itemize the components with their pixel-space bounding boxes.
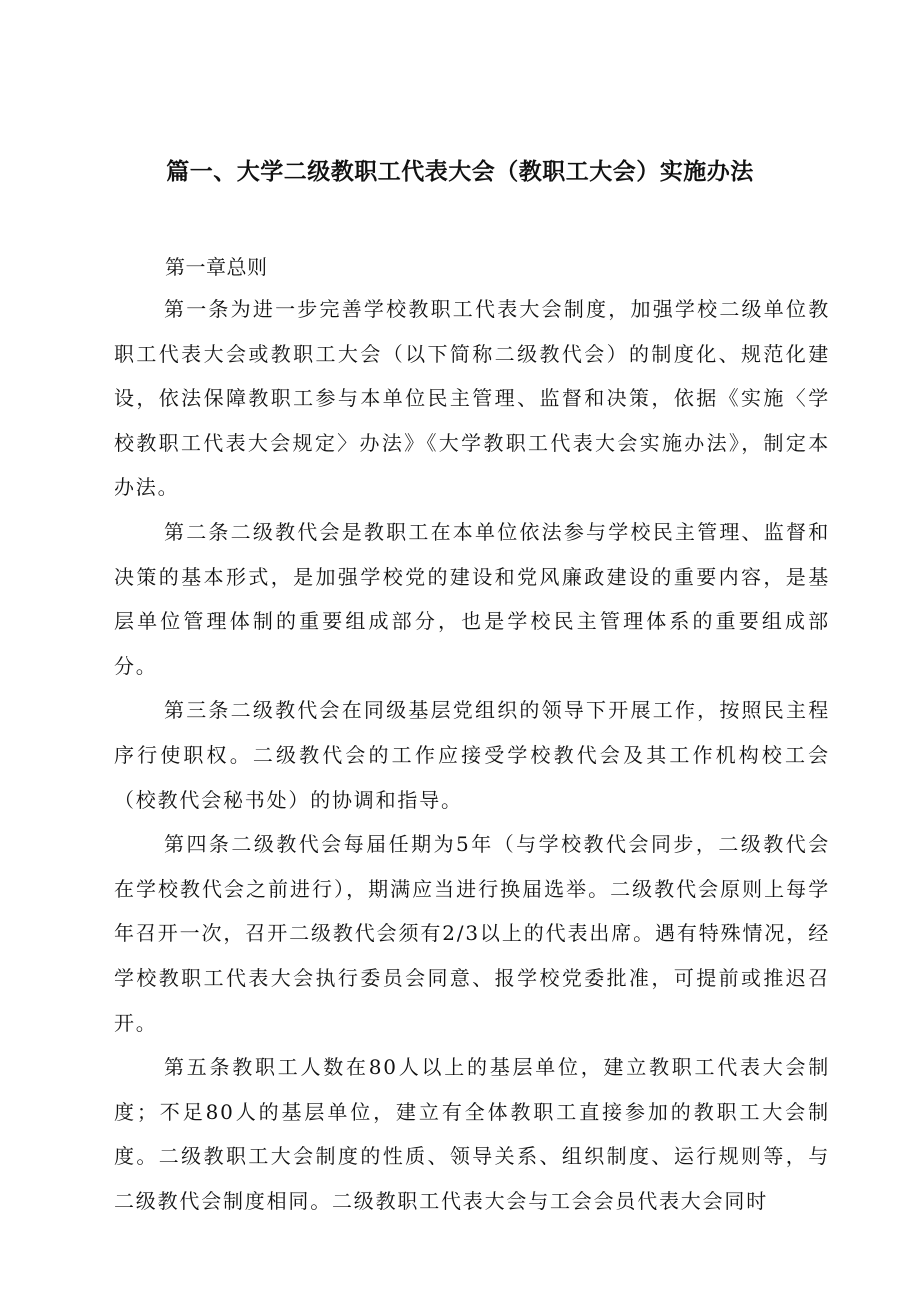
- article-3: 第三条二级教代会在同级基层党组织的领导下开展工作，按照民主程序行使职权。二级教代会的工作应接受学校教代会及其工作机构校工会（校教代会秘书处）的协调和指导。: [114, 698, 830, 812]
- article-2: 第二条二级教代会是教职工在本单位依法参与学校民主管理、监督和决策的基本形式，是加强学校党的建设和党风廉政建设的重要内容，是基层单位管理体制的重要组成部分，也是学校民主管理体系的重要组成部分。: [114, 519, 830, 678]
- article-1: 第一条为进一步完善学校教职工代表大会制度，加强学校二级单位教职工代表大会或教职工大会（以下简称二级教代会）的制度化、规范化建设，依法保障教职工参与本单位民主管理、监督和决策，依据《实施〈学校教职工代表大会规定〉办法》《大学教职工代表大会实施办法》，制定本办法。: [114, 297, 830, 500]
- chapter-heading: 第一章总则: [165, 255, 268, 279]
- document-title: 篇一、大学二级教职工代表大会（教职工大会）实施办法: [166, 159, 754, 185]
- document-body: [114, 287, 830, 1223]
- article-4: 第四条二级教代会每届任期为5年（与学校教代会同步，二级教代会在学校教代会之前进行），期满应当进行换届选举。二级教代会原则上每学年召开一次，召开二级教代会须有2/3以上的代表出席。遇有特殊情况，经学校教职工代表大会执行委员会同意、报学校党委批准，可提前或推迟召开。: [114, 832, 830, 1035]
- article-5: 第五条教职工人数在80人以上的基层单位，建立教职工代表大会制度；不足80人的基层单位，建立有全体教职工直接参加的教职工大会制度。二级教职工大会制度的性质、领导关系、组织制度、运行规则等，与二级教代会制度相同。二级教职工代表大会与工会会员代表大会同时: [114, 1055, 830, 1213]
